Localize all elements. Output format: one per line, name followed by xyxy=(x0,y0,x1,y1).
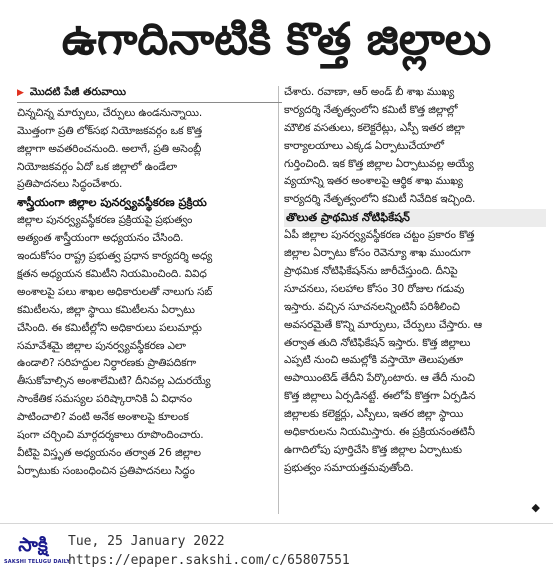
end-of-story-icon: ◆ xyxy=(531,501,540,514)
logo-tagline: SAKSHI TELUGU DAILY xyxy=(4,559,71,565)
text-line: ఉండాలి? సరిహద్దుల నిర్ధారణకు ప్రాతిపదికగా xyxy=(17,357,197,370)
text-line: వ్యయాన్ని ఇతర అంశాలపై ఆర్థిక శాఖ ముఖ్య xyxy=(284,175,463,188)
text-line: జిల్లాల ఏర్పాటు కోసం రెవెన్యూ శాఖ ముందుగా xyxy=(284,247,471,260)
text-line: జిల్లాల పునర్వ్యవస్థీకరణ ప్రక్రియపై ప్రభుత్వం xyxy=(17,214,193,227)
text-line: కమిటీలను, జిల్లా స్థాయి కమిటీలను ఏర్పాటు xyxy=(17,303,195,316)
date-line: Tue, 25 January 2022 xyxy=(68,534,225,549)
text-line: ప్రభుత్వం సమాయత్తమవుతోంది. xyxy=(284,461,414,474)
headline: ఉగాదినాటికి కొత్త జిల్లాలు xyxy=(61,14,492,65)
text-line: ప్రాథమిక నోటిఫికేషన్‌ను జారీచేస్తుంది. దీనిపై xyxy=(284,265,458,278)
right-subheading: తొలుత ప్రాథమిక నోటిఫికేషన్ xyxy=(284,209,546,227)
text-line: తర్వాత తుది నోటిఫికేషన్ ఇస్తారు. కొత్త జిల్లాలు xyxy=(284,336,471,349)
text-line: కార్యదర్శి నేతృత్వంలోని కమిటీ కొత్త జిల్లాల్లో xyxy=(284,103,458,116)
right-paragraph-2 xyxy=(284,227,546,477)
text-line: నియోజకవర్గం ఏదో ఒక జిల్లాలో ఉండేలా xyxy=(17,160,177,173)
left-paragraph-1 xyxy=(17,105,282,194)
text-line: మౌలిక వసతులు, కలెక్టరేట్లు, ఎస్పీ ఇతర జిల్లా xyxy=(284,121,465,134)
text-line: జిల్లాలకు కలెక్టర్లు, ఎస్పీలు, ఇతర జిల్లా స్థాయి xyxy=(284,408,464,421)
kicker-rule xyxy=(17,102,282,103)
right-column xyxy=(284,84,546,514)
triangle-marker-icon: ▶ xyxy=(17,88,24,98)
text-line: అపాయింటెడ్ తేదీని పేర్కొంటారు. ఆ తేదీ నుంచి xyxy=(284,372,475,385)
kicker-label: మొదటి పేజీ తరువాయి xyxy=(29,86,127,98)
text-line: మొత్తంగా ప్రతి లోక్‌సభ నియోజకవర్గం ఒక కొత్త xyxy=(17,124,202,137)
text-line: చేశారు. రవాణా, ఆర్ అండ్ బీ శాఖ ముఖ్య xyxy=(284,86,455,98)
text-line: వీటిపై విస్తృత అధ్యయనం తర్వాత 26 జిల్లాల xyxy=(17,446,201,459)
text-line: అంశాలపై పలు శాఖల అధికారులతో నాలుగు సబ్ xyxy=(17,285,213,298)
left-paragraph-2 xyxy=(17,212,282,480)
text-line: షంగా చర్చించి మార్గదర్శకాలు రూపొందించారు. xyxy=(17,429,204,442)
text-line: అవసరమైతే కొన్ని మార్పులు, చేర్పులు చేస్తారు. ఆ xyxy=(284,318,482,331)
text-line: ఏర్పాటుకు సంబంధించిన ప్రతిపాదనలు సిద్ధం xyxy=(17,464,195,477)
text-line: ఇస్తారు. వచ్చిన సూచనలన్నింటినీ పరిశీలించి xyxy=(284,300,460,313)
text-line: ఎప్పటి నుంచి అమల్లోకి వస్తాయో తెలుపుతూ xyxy=(284,354,464,367)
text-line: క్షతన అధ్యయన కమిటీని నియమించింది. వివిధ xyxy=(17,268,207,281)
text-line: ఇందుకోసం రాష్ట్ర ప్రభుత్వ ప్రధాన కార్యదర్శి అధ్య xyxy=(17,250,213,263)
continued-from-kicker xyxy=(17,84,282,102)
text-line: కార్యాలయాలు ఎక్కడ ఏర్పాటుచేయాలో xyxy=(284,139,444,152)
text-line: గుర్తించింది. ఇక కొత్త జిల్లాల ఏర్పాటువల్ల అయ్యే xyxy=(284,157,474,170)
sakshi-logo xyxy=(4,531,71,571)
left-column xyxy=(17,84,282,514)
text-line: చేసింది. ఈ కమిటీల్లోని అధికారులు పలుమార్లు xyxy=(17,321,202,334)
source-url[interactable]: https://epaper.sakshi.com/c/65807551 xyxy=(68,553,350,568)
left-subheading: శాస్త్రీయంగా జిల్లాల పునర్వ్యవస్థీకరణ ప్రక్రియ xyxy=(17,196,207,210)
text-line: పాటించాలి? వంటి అనేక అంశాలపై కూలంక xyxy=(17,411,189,424)
text-line: ఏపీ జిల్లాల పునర్వ్యవస్థీకరణ చట్టం ప్రకారం కొత్త xyxy=(284,229,475,242)
text-line: జిల్లాగా అవతరించనుంది. అలాగే, ప్రతి అసెంబ్లీ xyxy=(17,142,202,155)
text-line: సూచనలు, సలహాల కోసం 30 రోజుల గడువు xyxy=(284,282,465,295)
text-line: అధికారులను నియమిస్తారు. ఈ ప్రక్రియనంతటినీ xyxy=(284,426,475,439)
text-line: సాంకేతిక సమస్యల పరిష్కారానికి ఏ విధానం xyxy=(17,393,192,406)
text-line: ఉగాదిలోపు పూర్తిచేసి కొత్త జిల్లాల ఏర్పాటుకు xyxy=(284,443,462,456)
text-line: ప్రతిపాదనలు సిద్ధంచేశారు. xyxy=(17,178,123,191)
text-line: చిన్నచిన్న మార్పులు, చేర్పులు ఉండనున్నాయి. xyxy=(17,106,203,119)
text-line: తీసుకోవాల్సిన అంశాలేమిటి? దీనివల్ల ఎదురయ్యే xyxy=(17,375,211,388)
logo-word: సాక్షి xyxy=(18,534,48,556)
text-line: కార్యదర్శి నేతృత్వంలోని కమిటీ నివేదిక ఇచ్చింది. xyxy=(284,193,476,206)
footer xyxy=(0,523,553,574)
text-line: అత్యంత శాస్త్రీయంగా అధ్యయనం చేసింది. xyxy=(17,232,184,245)
source-stamp xyxy=(68,532,350,570)
right-paragraph-1 xyxy=(284,84,546,209)
text-line: సమావేశమై జిల్లాల పునర్వ్యవస్థీకరణ ఎలా xyxy=(17,339,186,352)
text-line: కొత్త జిల్లాలు ఏర్పడినట్టే. ఈలోపే కొత్తగా ఏర్పడిన xyxy=(284,390,476,403)
